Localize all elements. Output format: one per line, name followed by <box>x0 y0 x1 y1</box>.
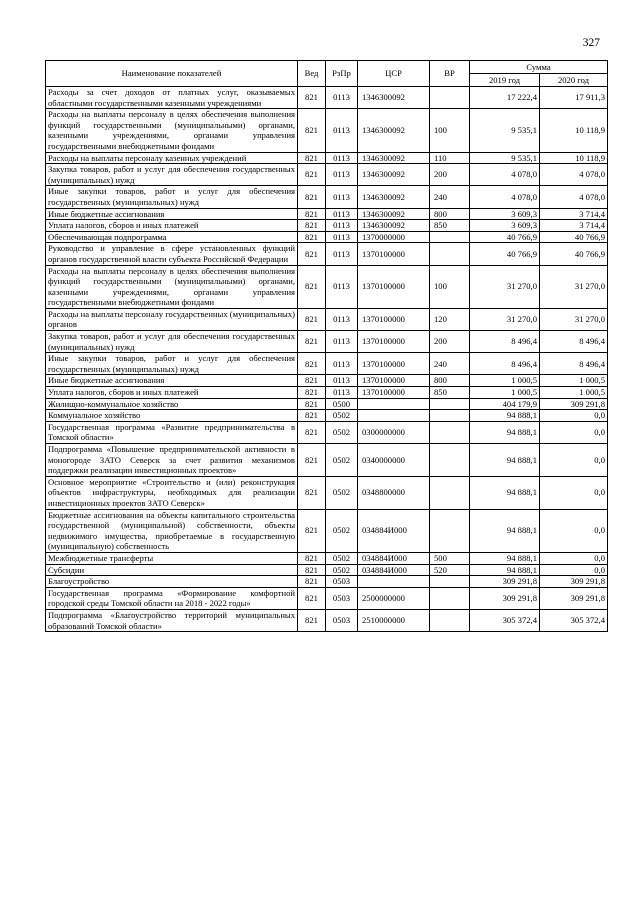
cell-sum-2019: 31 270,0 <box>470 265 540 308</box>
cell-name: Обеспечивающая подпрограмма <box>46 231 298 243</box>
cell-csr: 1346300092 <box>358 109 430 152</box>
table-row <box>46 387 608 399</box>
cell-rzpr: 0113 <box>326 220 358 232</box>
cell-sum-2019: 305 372,4 <box>470 609 540 631</box>
cell-vr <box>430 444 470 477</box>
cell-name: Иные закупки товаров, работ и услуг для обеспечения государственных (муниципальных) нужд <box>46 353 298 375</box>
cell-vr <box>430 476 470 509</box>
cell-sum-2019: 94 888,1 <box>470 564 540 576</box>
cell-ved: 821 <box>298 152 326 164</box>
cell-sum-2020: 309 291,8 <box>540 587 608 609</box>
cell-rzpr: 0502 <box>326 509 358 552</box>
cell-sum-2019: 3 609,3 <box>470 208 540 220</box>
cell-vr <box>430 609 470 631</box>
cell-ved: 821 <box>298 509 326 552</box>
cell-sum-2019: 94 888,1 <box>470 552 540 564</box>
cell-sum-2020: 0,0 <box>540 410 608 422</box>
table-row <box>46 152 608 164</box>
cell-sum-2019: 94 888,1 <box>470 421 540 443</box>
cell-vr: 120 <box>430 308 470 330</box>
cell-ved: 821 <box>298 609 326 631</box>
table-row <box>46 552 608 564</box>
table-row <box>46 609 608 631</box>
cell-ved: 821 <box>298 87 326 109</box>
header-sum: Сумма <box>470 61 608 74</box>
cell-csr: 0348800000 <box>358 476 430 509</box>
cell-sum-2020: 3 714,4 <box>540 208 608 220</box>
cell-sum-2020: 10 118,9 <box>540 109 608 152</box>
cell-sum-2020: 3 714,4 <box>540 220 608 232</box>
cell-name: Расходы на выплаты персоналу казенных учреждений <box>46 152 298 164</box>
table-row <box>46 243 608 265</box>
cell-vr: 500 <box>430 552 470 564</box>
cell-name: Бюджетные ассигнования на объекты капитального строительства государственной (муниципальной) собственности, объекты недвижимого имущества, приобретаемые в государственную (муниципальную) собственность <box>46 509 298 552</box>
table-row <box>46 421 608 443</box>
cell-name: Подпрограмма «Повышение предпринимательской активности в моногороде ЗАТО Северск за счет развития механизмов поддержки реализации инвестиционных проектов» <box>46 444 298 477</box>
cell-sum-2019: 94 888,1 <box>470 476 540 509</box>
cell-csr: 1370100000 <box>358 375 430 387</box>
cell-rzpr: 0503 <box>326 609 358 631</box>
cell-ved: 821 <box>298 587 326 609</box>
cell-rzpr: 0113 <box>326 331 358 353</box>
cell-vr <box>430 509 470 552</box>
cell-name: Межбюджетные трансферты <box>46 552 298 564</box>
cell-csr: 0300000000 <box>358 421 430 443</box>
cell-csr: 1346300092 <box>358 164 430 186</box>
table-row <box>46 164 608 186</box>
header-ved: Вед <box>298 61 326 87</box>
cell-sum-2019: 8 496,4 <box>470 353 540 375</box>
header-name: Наименование показателей <box>46 61 298 87</box>
cell-vr: 100 <box>430 265 470 308</box>
cell-name: Расходы на выплаты персоналу государственных (муниципальных) органов <box>46 308 298 330</box>
cell-vr: 240 <box>430 186 470 208</box>
cell-csr: 1370100000 <box>358 387 430 399</box>
budget-table <box>45 60 608 632</box>
cell-csr: 1346300092 <box>358 208 430 220</box>
page-number: 327 <box>582 37 600 49</box>
cell-rzpr: 0502 <box>326 444 358 477</box>
cell-sum-2020: 10 118,9 <box>540 152 608 164</box>
cell-rzpr: 0502 <box>326 410 358 422</box>
cell-vr <box>430 421 470 443</box>
cell-sum-2019: 9 535,1 <box>470 109 540 152</box>
cell-sum-2020: 8 496,4 <box>540 353 608 375</box>
cell-vr <box>430 243 470 265</box>
table-row <box>46 576 608 588</box>
table-row <box>46 564 608 576</box>
cell-rzpr: 0113 <box>326 308 358 330</box>
cell-ved: 821 <box>298 476 326 509</box>
cell-name: Иные бюджетные ассигнования <box>46 208 298 220</box>
cell-name: Жилищно-коммунальное хозяйство <box>46 398 298 410</box>
table-row <box>46 208 608 220</box>
cell-vr: 110 <box>430 152 470 164</box>
cell-name: Подпрограмма «Благоустройство территорий муниципальных образований Томской области» <box>46 609 298 631</box>
cell-sum-2020: 40 766,9 <box>540 243 608 265</box>
cell-csr: 0340000000 <box>358 444 430 477</box>
cell-vr <box>430 231 470 243</box>
table-row <box>46 331 608 353</box>
table-header <box>46 61 608 87</box>
cell-csr: 1370100000 <box>358 331 430 353</box>
table-row <box>46 231 608 243</box>
cell-sum-2019: 8 496,4 <box>470 331 540 353</box>
cell-csr: 1370100000 <box>358 265 430 308</box>
cell-ved: 821 <box>298 353 326 375</box>
cell-csr: 1370100000 <box>358 308 430 330</box>
cell-rzpr: 0113 <box>326 186 358 208</box>
table-row <box>46 476 608 509</box>
cell-rzpr: 0113 <box>326 243 358 265</box>
cell-csr: 1346300092 <box>358 152 430 164</box>
cell-rzpr: 0113 <box>326 353 358 375</box>
cell-csr: 2500000000 <box>358 587 430 609</box>
table-row <box>46 509 608 552</box>
cell-rzpr: 0113 <box>326 375 358 387</box>
cell-rzpr: 0502 <box>326 564 358 576</box>
cell-csr: 1370000000 <box>358 231 430 243</box>
cell-rzpr: 0113 <box>326 208 358 220</box>
cell-sum-2020: 0,0 <box>540 552 608 564</box>
cell-sum-2020: 4 078,0 <box>540 186 608 208</box>
cell-vr <box>430 576 470 588</box>
cell-sum-2019: 404 179,9 <box>470 398 540 410</box>
cell-rzpr: 0113 <box>326 87 358 109</box>
cell-name: Закупка товаров, работ и услуг для обеспечения государственных (муниципальных) нужд <box>46 331 298 353</box>
cell-sum-2020: 31 270,0 <box>540 308 608 330</box>
cell-ved: 821 <box>298 331 326 353</box>
cell-name: Расходы за счет доходов от платных услуг, оказываемых областными государственными казенными учреждениями <box>46 87 298 109</box>
cell-name: Руководство и управление в сфере установленных функций органов государственной власти субъекта Российской Федерации <box>46 243 298 265</box>
cell-rzpr: 0113 <box>326 164 358 186</box>
cell-name: Государственная программа «Формирование комфортной городской среды Томской области на 2018 - 2022 годы» <box>46 587 298 609</box>
cell-sum-2019: 94 888,1 <box>470 509 540 552</box>
cell-sum-2019: 4 078,0 <box>470 164 540 186</box>
cell-csr: 2510000000 <box>358 609 430 631</box>
cell-csr <box>358 398 430 410</box>
table-row <box>46 87 608 109</box>
table-row <box>46 587 608 609</box>
table-row <box>46 410 608 422</box>
header-rzpr: РзПр <box>326 61 358 87</box>
cell-ved: 821 <box>298 308 326 330</box>
cell-sum-2020: 0,0 <box>540 421 608 443</box>
table-row <box>46 398 608 410</box>
cell-rzpr: 0113 <box>326 152 358 164</box>
cell-vr: 800 <box>430 375 470 387</box>
cell-sum-2019: 309 291,8 <box>470 587 540 609</box>
cell-rzpr: 0502 <box>326 421 358 443</box>
cell-sum-2020: 309 291,8 <box>540 576 608 588</box>
cell-sum-2020: 305 372,4 <box>540 609 608 631</box>
table-row <box>46 308 608 330</box>
cell-ved: 821 <box>298 398 326 410</box>
cell-csr: 034884И000 <box>358 552 430 564</box>
cell-ved: 821 <box>298 387 326 399</box>
cell-sum-2019: 1 000,5 <box>470 387 540 399</box>
cell-csr: 1346300092 <box>358 220 430 232</box>
table-row <box>46 109 608 152</box>
cell-rzpr: 0502 <box>326 476 358 509</box>
cell-rzpr: 0503 <box>326 576 358 588</box>
cell-ved: 821 <box>298 220 326 232</box>
cell-csr: 1370100000 <box>358 243 430 265</box>
cell-vr: 240 <box>430 353 470 375</box>
cell-vr: 200 <box>430 164 470 186</box>
table-row <box>46 444 608 477</box>
cell-name: Расходы на выплаты персоналу в целях обеспечения выполнения функций государственными (муниципальными) органами, казенными учреждениями, органами управления государственными внебюджетными фондами <box>46 265 298 308</box>
header-vr: ВР <box>430 61 470 87</box>
cell-rzpr: 0502 <box>326 552 358 564</box>
cell-sum-2020: 0,0 <box>540 476 608 509</box>
cell-ved: 821 <box>298 552 326 564</box>
table-row <box>46 186 608 208</box>
cell-csr: 034884И000 <box>358 564 430 576</box>
cell-csr: 1346300092 <box>358 87 430 109</box>
cell-vr: 800 <box>430 208 470 220</box>
cell-vr: 850 <box>430 387 470 399</box>
cell-ved: 821 <box>298 231 326 243</box>
cell-name: Основное мероприятие «Строительство и (или) реконструкция объектов инфраструктуры, необходимых для реализации инвестиционных проектов ЗАТО Северск» <box>46 476 298 509</box>
cell-name: Уплата налогов, сборов и иных платежей <box>46 387 298 399</box>
cell-rzpr: 0113 <box>326 231 358 243</box>
cell-name: Расходы на выплаты персоналу в целях обеспечения выполнения функций государственными (муниципальными) органами, казенными учреждениями, органами управления государственными внебюджетными фондами <box>46 109 298 152</box>
cell-sum-2019: 3 609,3 <box>470 220 540 232</box>
cell-vr <box>430 87 470 109</box>
cell-vr: 100 <box>430 109 470 152</box>
cell-sum-2020: 0,0 <box>540 564 608 576</box>
cell-vr: 520 <box>430 564 470 576</box>
cell-name: Субсидии <box>46 564 298 576</box>
cell-ved: 821 <box>298 576 326 588</box>
cell-sum-2019: 94 888,1 <box>470 410 540 422</box>
cell-name: Коммунальное хозяйство <box>46 410 298 422</box>
cell-name: Иные закупки товаров, работ и услуг для обеспечения государственных (муниципальных) нужд <box>46 186 298 208</box>
cell-ved: 821 <box>298 208 326 220</box>
cell-sum-2019: 17 222,4 <box>470 87 540 109</box>
cell-vr: 200 <box>430 331 470 353</box>
cell-csr <box>358 410 430 422</box>
table-row <box>46 353 608 375</box>
header-year-2020: 2020 год <box>540 74 608 87</box>
cell-ved: 821 <box>298 564 326 576</box>
cell-name: Уплата налогов, сборов и иных платежей <box>46 220 298 232</box>
cell-csr <box>358 576 430 588</box>
cell-rzpr: 0500 <box>326 398 358 410</box>
table-row <box>46 220 608 232</box>
header-year-2019: 2019 год <box>470 74 540 87</box>
cell-ved: 821 <box>298 410 326 422</box>
cell-sum-2020: 40 766,9 <box>540 231 608 243</box>
cell-rzpr: 0113 <box>326 387 358 399</box>
cell-sum-2020: 0,0 <box>540 444 608 477</box>
cell-ved: 821 <box>298 186 326 208</box>
cell-sum-2019: 40 766,9 <box>470 231 540 243</box>
cell-ved: 821 <box>298 243 326 265</box>
cell-ved: 821 <box>298 164 326 186</box>
cell-vr <box>430 587 470 609</box>
cell-sum-2020: 0,0 <box>540 509 608 552</box>
cell-sum-2020: 4 078,0 <box>540 164 608 186</box>
cell-ved: 821 <box>298 421 326 443</box>
cell-vr <box>430 398 470 410</box>
cell-vr: 850 <box>430 220 470 232</box>
cell-sum-2019: 40 766,9 <box>470 243 540 265</box>
cell-ved: 821 <box>298 109 326 152</box>
cell-name: Государственная программа «Развитие предпринимательства в Томской области» <box>46 421 298 443</box>
cell-csr: 1370100000 <box>358 353 430 375</box>
cell-vr <box>430 410 470 422</box>
cell-sum-2020: 8 496,4 <box>540 331 608 353</box>
cell-name: Иные бюджетные ассигнования <box>46 375 298 387</box>
cell-csr: 034884И000 <box>358 509 430 552</box>
header-csr: ЦСР <box>358 61 430 87</box>
cell-name: Благоустройство <box>46 576 298 588</box>
cell-sum-2019: 94 888,1 <box>470 444 540 477</box>
cell-sum-2019: 9 535,1 <box>470 152 540 164</box>
cell-sum-2020: 1 000,5 <box>540 387 608 399</box>
cell-sum-2019: 1 000,5 <box>470 375 540 387</box>
cell-sum-2019: 309 291,8 <box>470 576 540 588</box>
cell-ved: 821 <box>298 375 326 387</box>
cell-ved: 821 <box>298 444 326 477</box>
cell-csr: 1346300092 <box>358 186 430 208</box>
table-row <box>46 375 608 387</box>
cell-name: Закупка товаров, работ и услуг для обеспечения государственных (муниципальных) нужд <box>46 164 298 186</box>
table-body <box>46 87 608 632</box>
table-row <box>46 265 608 308</box>
cell-sum-2020: 17 911,3 <box>540 87 608 109</box>
cell-rzpr: 0113 <box>326 265 358 308</box>
cell-rzpr: 0503 <box>326 587 358 609</box>
cell-sum-2020: 31 270,0 <box>540 265 608 308</box>
cell-ved: 821 <box>298 265 326 308</box>
cell-rzpr: 0113 <box>326 109 358 152</box>
cell-sum-2019: 4 078,0 <box>470 186 540 208</box>
cell-sum-2019: 31 270,0 <box>470 308 540 330</box>
cell-sum-2020: 1 000,5 <box>540 375 608 387</box>
cell-sum-2020: 309 291,8 <box>540 398 608 410</box>
